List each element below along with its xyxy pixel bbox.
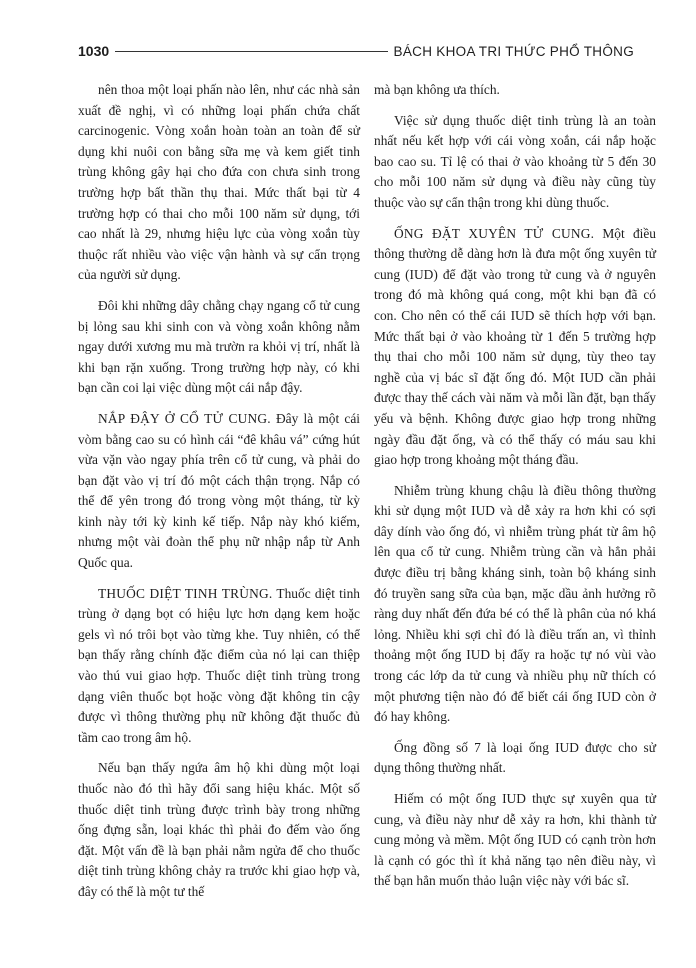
right-column	[374, 80, 656, 902]
paragraph	[78, 80, 360, 286]
page-header	[78, 40, 634, 62]
page-number: 1030	[78, 43, 110, 59]
paragraph-text: Đây là một cái vòm bằng cao su có hình cái “đê khâu vá” cứng hút vừa vặn vào ngay phía trên cổ tử cung, và phải do bạn đặt vào vị trí đó một cách thận trọng. Nắp có thể để yên trong đó trong vòng một tháng, từ kỳ kinh này tới kỳ kinh kế tiếp. Nắp này khó kiếm, nhưng một vài đoàn thể phụ nữ nhập nắp từ Anh Quốc qua.	[78, 410, 360, 571]
paragraph-text: Nếu bạn thấy ngứa âm hộ khi dùng một loại thuốc nào đó thì hãy đổi sang hiệu khác. Một số thuốc diệt tinh trùng được trình bày trong những ống đựng sẵn, loại khác thì phải đo đếm vào ống đặt. Một vấn đề là bạn phải nằm ngửa để cho thuốc diệt tinh trùng không chảy ra trước khi giao hợp và, đây có thể là một tư thế	[78, 760, 360, 899]
paragraph-text: Nhiễm trùng khung chậu là điều thông thường khi sử dụng một IUD và dễ xảy ra hơn khi có sợi dây dính vào ống đó, vì nhiễm trùng phát từ âm hộ lên qua cổ tử cung. Nhiễm trùng cần và hẳn phải được điều trị bằng kháng sinh, toàn bộ kháng sinh đó truyền sang sữa của bạn, mặc dầu ảnh hưởng rõ ràng duy nhất đến đứa bé có thể là phân của nó khá lỏng. Nhiều khi sợi chỉ đó là điều trấn an, vì thỉnh thoảng một ống IUD bị đẩy ra hoặc tự nó vùi vào trong các lớp da tử cung và nhiều phụ nữ thích có một phương tiện nào đó để biết cái ống IUD còn ở đó hay không.	[374, 482, 656, 725]
left-column	[78, 80, 360, 913]
paragraph	[374, 738, 656, 779]
paragraph-text: Hiếm có một ống IUD thực sự xuyên qua tử cung, và điều này như dễ xảy ra hơn, khi thành tử cung mỏng và mềm. Một ống IUD có cạnh tròn hơn là cạnh có góc thì ít khả năng tạo nên điều này, vì thế bạn hẳn muốn thảo luận việc này với bác sĩ.	[374, 791, 656, 889]
paragraph	[374, 111, 656, 214]
paragraph	[374, 80, 656, 101]
section-lead: THUỐC DIỆT TINH TRÙNG.	[98, 585, 273, 601]
running-title: BÁCH KHOA TRI THỨC PHỔ THÔNG	[393, 43, 634, 59]
paragraph	[78, 296, 360, 399]
paragraph-text: Thuốc diệt tinh trùng ở dạng bọt có hiệu lực hơn dạng kem hoặc gels vì nó trôi bọt vào từng khe. Tuy nhiên, có thể bạn thấy rằng chính đặc điểm của nó lại can thiệp vào thú vui giao hợp. Thuốc diệt tinh trùng trong dạng viên thuốc bọt hoặc vòng đặt không tin cậy được vì thông thường phụ nữ không đặt thuốc đủ tầm cao trong âm hộ.	[78, 585, 361, 745]
section-lead: ỐNG ĐẶT XUYÊN TỬ CUNG.	[394, 225, 595, 241]
paragraph	[374, 224, 656, 471]
paragraph-text: Một điều thông thường dễ dàng hơn là đưa một ống xuyên tử cung (IUD) để đặt vào trong tử cung và ở nguyên trong đó mà không quá cong, một khi bạn đã có con. Cho nên có thể cái IUD sẽ thích hợp với bạn. Mức thất bại ở vào khoảng từ 1 đến 5 trường hợp thụ thai cho mỗi 100 năm sử dụng, tùy theo tay nghề của vị bác sĩ đặt ống đó. Một IUD cần phải được thay thế cách vài năm và mỗi lần đặt, bạn thấy yếu và bệnh. Không được giao hợp trong những ngày đầu đặt ống, và có thể thấy có máu sau khi giao hợp trong khoảng một tháng đầu.	[374, 225, 656, 468]
header-rule	[115, 51, 387, 52]
paragraph	[374, 789, 656, 892]
paragraph-text: Ống đồng số 7 là loại ống IUD được cho sử dụng thông thường nhất.	[374, 739, 656, 776]
paragraph-text: Việc sử dụng thuốc diệt tinh trùng là an toàn nhất nếu kết hợp với cái vòng xoắn, cái nắp hoặc bao cao su. Tỉ lệ có thai ở vào khoảng từ 5 đến 30 cho mỗi 100 năm sử dụng và điều này cũng tùy thuộc vào sự cẩn thận trong khi dùng thuốc.	[374, 112, 656, 210]
paragraph-text: nên thoa một loại phấn nào lên, như các nhà sản xuất đề nghị, vì có những loại phấn chứa chất carcinogenic. Vòng xoắn hoàn toàn an toàn để sử dụng khi nuôi con bằng sữa mẹ và kem giết tinh trùng không gây hại cho đứa con chưa sinh trong trường hợp bất thần thụ thai. Mức thất bại từ 4 trường hợp có thai cho mỗi 100 năm sử dụng, tới cao nhất là 29, nhưng hiệu lực của vòng xoắn tùy thuộc rất nhiều vào việc vận hành và sự cẩn trọng của người sử dụng.	[78, 82, 360, 283]
paragraph	[78, 409, 360, 574]
paragraph	[78, 758, 360, 902]
paragraph	[374, 481, 656, 728]
paragraph	[78, 584, 360, 749]
section-lead: NẮP ĐẬY Ở CỔ TỬ CUNG.	[98, 410, 271, 426]
paragraph-text: mà bạn không ưa thích.	[374, 82, 500, 97]
paragraph-text: Đôi khi những dây chằng chạy ngang cổ tử cung bị lỏng sau khi sinh con và vòng xoắn không nằm ngay dưới xương mu mà trườn ra khỏi vị trí, nhất là khi bạn rặn xuống. Trong trường hợp này, có khi bạn cần coi lại việc dùng một cái nắp đậy.	[78, 297, 360, 396]
